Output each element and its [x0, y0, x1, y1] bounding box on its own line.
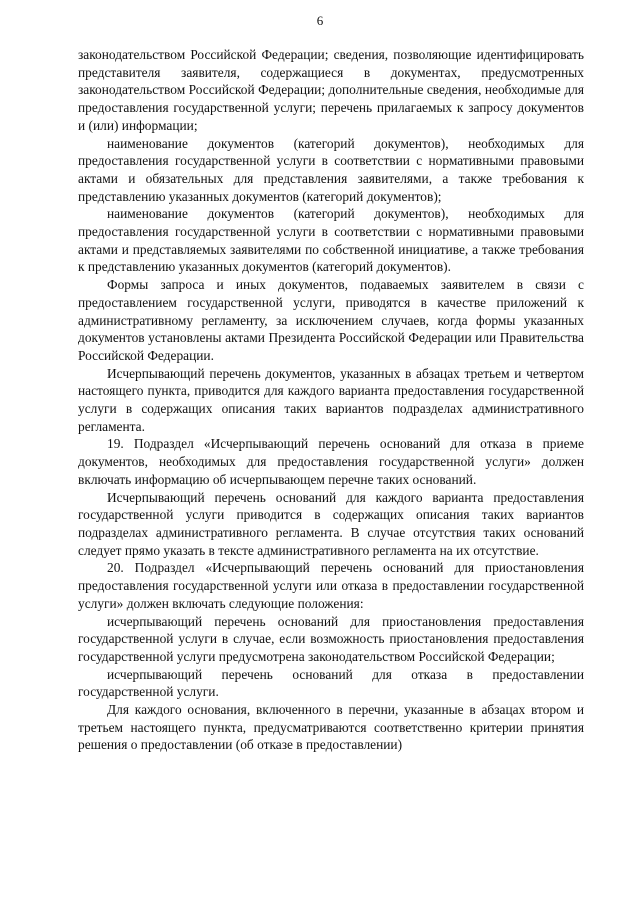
paragraph: 19. Подраздел «Исчерпывающий перечень оснований для отказа в приеме документов, необходимых для предоставления государственной услуги» должен включать информацию об исчерпывающем перечне таких оснований.: [78, 436, 584, 487]
paragraph: наименование документов (категорий документов), необходимых для предоставления государственной услуги в соответствии с нормативными правовыми актами и обязательных для представления заявителями, а также требования к представлению указанных документов (категорий документов);: [78, 135, 584, 204]
paragraph: 20. Подраздел «Исчерпывающий перечень оснований для приостановления предоставления государственной услуги или отказа в предоставлении государственной услуги» должен включать следующие положения:: [78, 560, 584, 611]
paragraph: Формы запроса и иных документов, подаваемых заявителем в связи с предоставлением государственной услуги, приводятся в качестве приложений к административному регламенту, за исключением случаев, когда формы указанных документов установлены актами Президента Российской Федерации или Правительства Российской Федерации.: [78, 277, 584, 363]
paragraph: наименование документов (категорий документов), необходимых для предоставления государственной услуги в соответствии с нормативными правовыми актами и представляемых заявителями по собственной инициативе, а также требования к представлению указанных документов (категорий документов).: [78, 206, 584, 275]
paragraph: законодательством Российской Федерации; сведения, позволяющие идентифицировать представителя заявителя, содержащиеся в документах, предусмотренных законодательством Российской Федерации; дополнительные сведения, необходимые для предоставления государственной услуги; перечень прилагаемых к запросу документов и (или) информации;: [78, 47, 584, 133]
paragraph: Исчерпывающий перечень оснований для каждого варианта предоставления государственной услуги приводится в содержащих описания таких вариантов подразделах административного регламента. В случае отсутствия таких оснований следует прямо указать в тексте административного регламента на их отсутствие.: [78, 489, 584, 558]
page-number: 6: [316, 13, 324, 28]
document-body: [78, 46, 584, 754]
paragraph: исчерпывающий перечень оснований для приостановления предоставления государственной услуги в случае, если возможность приостановления предоставления государственной услуги предусмотрена законодательством Российской Федерации;: [78, 613, 584, 664]
paragraph: Исчерпывающий перечень документов, указанных в абзацах третьем и четвертом настоящего пункта, приводится для каждого варианта предоставления государственной услуги в содержащих описания таких вариантов подразделах административного регламента.: [78, 365, 584, 434]
paragraph: исчерпывающий перечень оснований для отказа в предоставлении государственной услуги.: [78, 666, 584, 700]
paragraph: Для каждого основания, включенного в перечни, указанные в абзацах втором и третьем настоящего пункта, предусматриваются соответственно критерии принятия решения о предоставлении (об отказе в предоставлении): [78, 702, 584, 753]
